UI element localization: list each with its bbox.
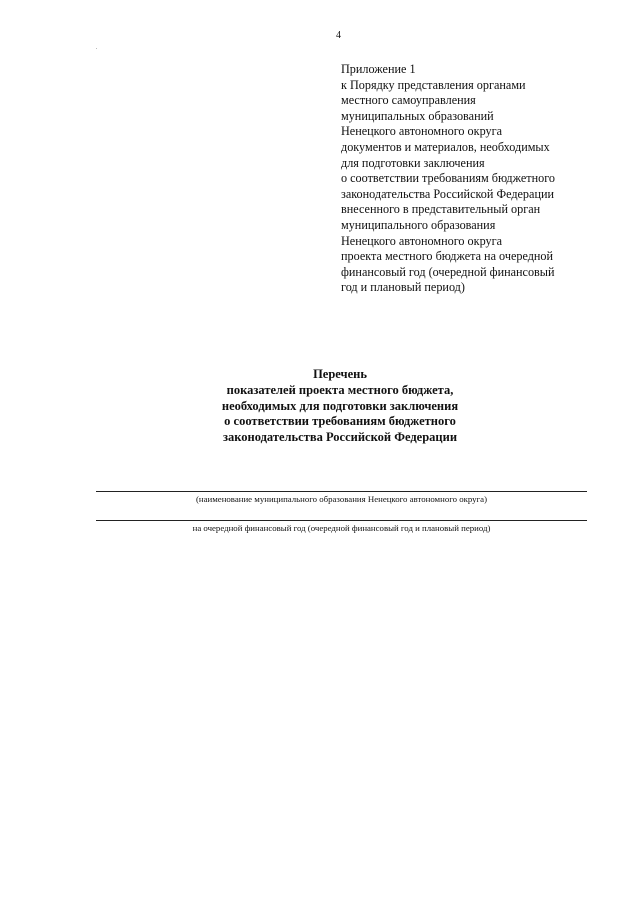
appendix-line: к Порядку представления органами [341, 77, 526, 92]
document-title [150, 367, 530, 446]
appendix-line: документов и материалов, необходимых [341, 139, 550, 154]
appendix-line: внесенного в представительный орган [341, 202, 541, 217]
appendix-line: Ненецкого автономного округа [341, 233, 503, 248]
title-line: о соответствии требованиям бюджетного [224, 414, 456, 429]
appendix-line: законодательства Российской Федерации [341, 186, 555, 201]
title-line: показателей проекта местного бюджета, [226, 382, 454, 397]
page-number: 4 [336, 30, 341, 41]
appendix-line: муниципального образования [341, 217, 496, 232]
municipality-fill-line [96, 491, 587, 492]
appendix-line: о соответствии требованиям бюджетного [341, 171, 556, 186]
title-line: законодательства Российской Федерации [222, 430, 458, 445]
appendix-line: проекта местного бюджета на очередной [341, 249, 554, 264]
period-fill-line [96, 520, 587, 521]
appendix-line: местного самоуправления [341, 93, 476, 108]
title-line: необходимых для подготовки заключения [221, 398, 459, 413]
appendix-line: Ненецкого автономного округа [341, 124, 503, 139]
appendix-line: для подготовки заключения [341, 155, 485, 170]
appendix-line: муниципальных образований [341, 108, 494, 123]
appendix-line: финансовый год (очередной финансовый [341, 264, 555, 279]
appendix-header [341, 62, 601, 296]
municipality-caption: (наименование муниципального образования Ненецкого автономного округа) [195, 494, 488, 504]
title-line: Перечень [313, 367, 367, 381]
period-caption: на очередной финансовый год (очередной финансовый год и плановый период) [192, 523, 491, 533]
appendix-line: год и плановый период) [341, 280, 465, 295]
scan-speck [96, 48, 97, 49]
appendix-line: Приложение 1 [341, 62, 416, 76]
